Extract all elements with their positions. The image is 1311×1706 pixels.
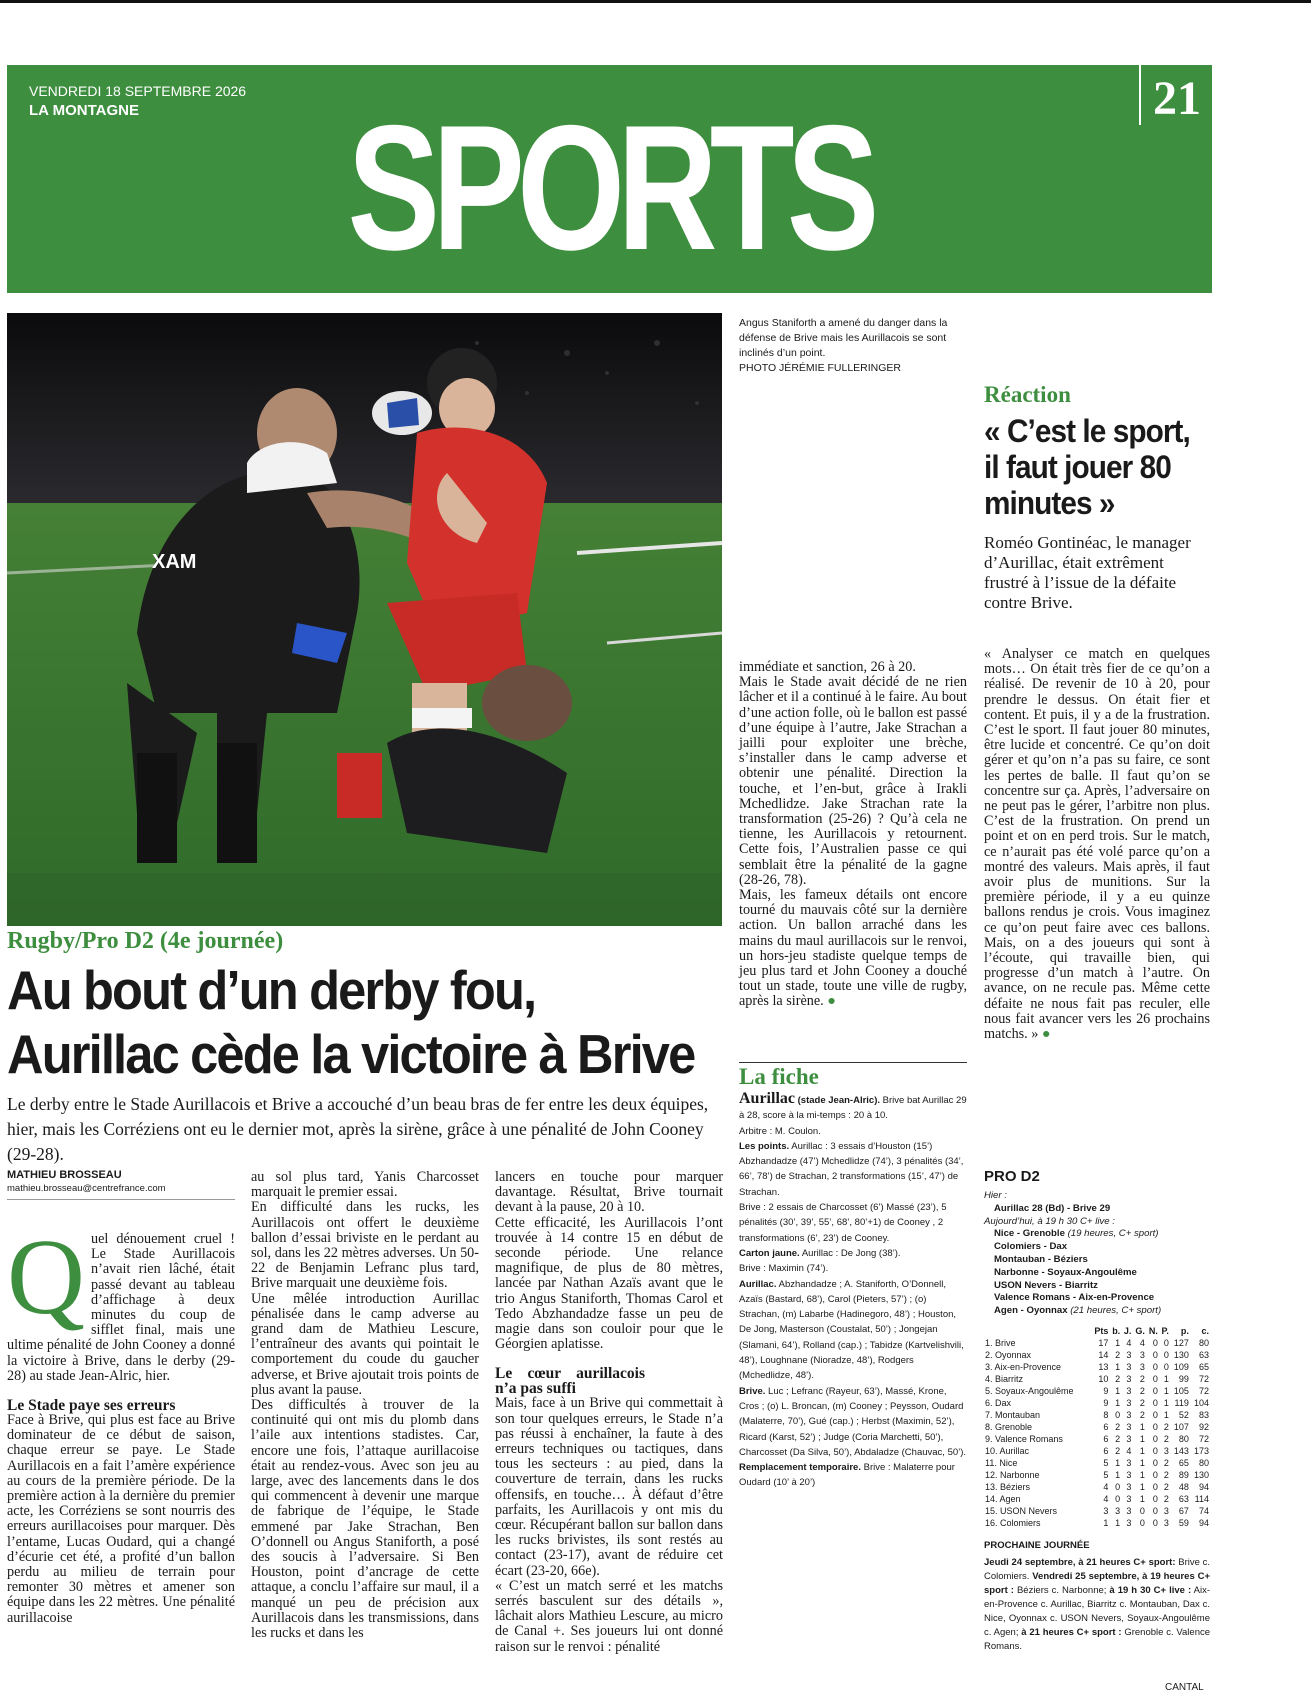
fixture-row: Nice - Grenoble (19 heures, C+ sport)	[994, 1228, 1159, 1240]
fiche-score: Brive bat Aurillac 29 à 28, score à la mi-temps : 20 à 10.	[739, 1095, 967, 1122]
standings-cell: 2	[1163, 1470, 1169, 1480]
standings-cell: 2	[1139, 1374, 1145, 1384]
standings-header	[984, 1325, 1210, 1337]
standings-cell: 0	[1152, 1338, 1158, 1348]
standings-cell: 1	[1115, 1518, 1121, 1528]
standings-cell: 109	[1173, 1362, 1189, 1372]
top-rule	[0, 0, 1311, 3]
table-row	[984, 1493, 1210, 1505]
standings-cell: 72	[1198, 1434, 1209, 1444]
standings-column-header: J.	[1123, 1326, 1132, 1336]
standings-team: 8. Grenoble	[985, 1422, 1033, 1432]
paragraph: lancers en touche pour marquer davantage. Résultat, Brive tournait devant à la pause, 20 à 10.	[495, 1169, 723, 1216]
standings-cell: 0	[1152, 1350, 1158, 1360]
table-row	[984, 1505, 1210, 1517]
standings-cell: 0	[1152, 1482, 1158, 1492]
standings-column-header: p.	[1180, 1326, 1189, 1336]
standings-cell: 48	[1178, 1482, 1189, 1492]
standings-cell: 52	[1178, 1410, 1189, 1420]
fiche-temporary-replacement	[739, 1460, 968, 1491]
paragraph	[739, 888, 967, 1010]
standings-cell: 0	[1152, 1434, 1158, 1444]
standings-cell: 1	[1115, 1398, 1121, 1408]
svg-text:XAM: XAM	[152, 551, 197, 573]
standings-cell: 3	[1163, 1506, 1169, 1516]
reaction-title: « C’est le sport, il faut jouer 80 minutes »	[984, 413, 1190, 521]
next-round-title: PROCHAINE JOURNÉE	[984, 1540, 1090, 1551]
banner-separator	[1139, 65, 1141, 125]
standings-column-header: c.	[1201, 1326, 1209, 1336]
fiche-referee: Arbitre : M. Coulon.	[739, 1125, 821, 1137]
caption-text: Angus Staniforth a amené du danger dans la défense de Brive mais les Aurillacois se sont inclinés d’un point.	[739, 317, 948, 359]
article-column-3	[495, 1170, 723, 1655]
author-email[interactable]: mathieu.brosseau@centrefrance.com	[7, 1183, 166, 1194]
issue-date: VENDREDI 18 SEPTEMBRE 2026	[29, 83, 247, 99]
table-row	[984, 1385, 1210, 1397]
paragraph-text: « Analyser ce match en quelques mots… On était très fier de ce qu’on a réalisé. De revenir de 10 à 20, pour prendre le dessus. On était fier et content. Et puis, il y a de la frustration. C’est le sport. Il faut jouer 80 minutes, être lucide et concentré. Ce qu’on doit gérer et qu’on n’a pas su faire, ce sont les pertes de balle. Il faut qu’on se concentre sur ça. Après, l’adversaire on ne peut pas le gérer, l’arbitre non plus. C’est de la frustration. On prend un point et on en perd trois. Sur le match, ce n’aurait pas été volé parce qu’on a montré des valeurs. Mais après, il faut avoir plus de munitions. Sur la première période, il y a eu quinze ballons rendus je crois. Vous imaginez ce qu’on peut faire avec ces ballons. Mais, on a des joueurs qui sont à l’écoute, qui travaille bien, qui progresse d’un match à l’autre. On avance, on ne recule pas. Même cette défaite ne nous fait pas reculer, elle nous fait avancer vers les 26 prochains matchs. »	[984, 646, 1210, 1043]
standings-team: 3. Aix-en-Provence	[985, 1362, 1062, 1372]
fixture-row: Colomiers - Dax	[994, 1241, 1068, 1253]
fiche-label: Brive.	[739, 1385, 766, 1397]
standings-cell: 94	[1198, 1518, 1209, 1528]
fiche-label: Les points.	[739, 1140, 790, 1152]
standings-cell: 4	[1103, 1482, 1109, 1492]
standings-cell: 1	[1103, 1518, 1109, 1528]
standings-cell: 59	[1178, 1518, 1189, 1528]
results-label: Hier :	[984, 1190, 1007, 1201]
standings-cell: 2	[1139, 1386, 1145, 1396]
standings-cell: 2	[1115, 1350, 1121, 1360]
table-row	[984, 1421, 1210, 1433]
section-title: SPORTS	[347, 88, 872, 287]
fiche-text: Luc ; Lefranc (Rayeur, 63’), Massé, Krone, Cros ; (o) L. Broncan, (m) Cooney ; Peysson, Oudard (Malaterre, 70’), Gué (cap.) ; Herbst (Maximin, 52’), Ricard (Karst, 52’) ; Judge (Coria Marchetti, 50’), Charcosset (Da Silva, 50’), Abdaladze (Chauvac, 50’).	[739, 1385, 967, 1458]
fixture-row: USON Nevers - Biarritz	[994, 1279, 1098, 1291]
standings-cell: 5	[1103, 1458, 1109, 1468]
standings-cell: 4	[1126, 1338, 1132, 1348]
standings-cell: 2	[1139, 1398, 1145, 1408]
article-headline	[7, 958, 695, 1086]
standings-cell: 92	[1198, 1422, 1209, 1432]
standings-cell: 0	[1152, 1386, 1158, 1396]
standings-column-header: P.	[1161, 1326, 1169, 1336]
table-row	[984, 1469, 1210, 1481]
paragraph: En difficulté dans les rucks, les Aurillacois ont offert le deuxième ballon d’essai briviste en le perdant au sol, dans les 22 mètres adverses. Un 50-22 de Benjamin Lefranc plus tard, Brive marquait une deuxième fois.	[251, 1199, 479, 1292]
fixture-row: Narbonne - Soyaux-Angoulême	[994, 1266, 1137, 1278]
article-column-4	[739, 660, 967, 1010]
section-banner	[7, 65, 1212, 293]
fiche-team: Aurillac	[739, 1090, 795, 1107]
standings-cell: 2	[1163, 1434, 1169, 1444]
standings-team: 2. Oyonnax	[985, 1350, 1032, 1360]
standings-cell: 3	[1126, 1434, 1132, 1444]
standings-cell: 0	[1152, 1374, 1158, 1384]
standings-cell: 1	[1115, 1470, 1121, 1480]
standings-cell: 3	[1103, 1506, 1109, 1516]
standings-team: 14. Agen	[985, 1494, 1021, 1504]
standings-cell: 1	[1163, 1386, 1169, 1396]
standings-cell: 3	[1126, 1506, 1132, 1516]
standings-cell: 0	[1152, 1422, 1158, 1432]
standings-cell: 1	[1139, 1482, 1145, 1492]
fixture-note: (19 heures, C+ sport)	[1067, 1228, 1159, 1240]
fiche-text: Abzhandadze ; A. Staniforth, O’Donnell, Azaïs (Bastard, 68’), Carol (Pieters, 57’) ; (o) Strachan, (m) Labarbe (Hadinegoro, 48’) ; Houston, De Jong, Masterson (Coustalat, 50’) ; Jongejan (Slamani, 64’), Rolland (cap.) ; Tabidze (Kartvelishvili, 48’), Loughnane (Nioradze, 48’), Rodgers (Mchedlidze, 48’).	[739, 1278, 964, 1382]
page-number: 21	[1153, 72, 1201, 125]
table-row	[984, 1373, 1210, 1385]
standings-team: 4. Biarritz	[985, 1374, 1024, 1384]
standings-cell: 65	[1198, 1362, 1209, 1372]
fiche-result	[739, 1091, 968, 1124]
standings-team: 12. Narbonne	[985, 1470, 1040, 1480]
standings-cell: 1	[1139, 1446, 1145, 1456]
standings-cell: 3	[1163, 1446, 1169, 1456]
standings-cell: 3	[1126, 1518, 1132, 1528]
headline-line-2: Aurillac cède la victoire à Brive	[7, 1023, 695, 1085]
paragraph	[7, 1218, 235, 1384]
standings-cell: 3	[1126, 1410, 1132, 1420]
standings-cell: 5	[1103, 1470, 1109, 1480]
standings-column-header: Pts	[1094, 1326, 1109, 1336]
author-name: MATHIEU BROSSEAU	[7, 1169, 122, 1181]
fiche-text: Brive : Malaterre pour Oudard (10’ à 20’)	[739, 1462, 955, 1489]
standings-team: 16. Colomiers	[985, 1518, 1041, 1528]
standings-cell: 1	[1115, 1362, 1121, 1372]
standings-cell: 3	[1126, 1482, 1132, 1492]
paragraph: Mais, face à un Brive qui commettait à son tour quelques erreurs, le Stade n’a pas réussi à enchaîner, la faute à des erreurs techniques ou tactiques, dans tous les secteurs : au pied, dans la couverture de terrain, dans les rucks offensifs, en touche… À défaut d’être parfaits, les Aurillacois y ont mis du cœur. Récupérant ballon sur ballon dans les rucks brivistes, ils sont restés au contact (23-17), avant de réduire cet écart (23-20, 66e).	[495, 1395, 723, 1579]
match-fiche	[739, 1091, 968, 1491]
paragraph: « C’est un match serré et les matchs serrés basculent sur des détails », lâchait alors Mathieu Lescure, au micro de Canal +. Ses joueurs lui ont donné raison sur le renvoi : pénalité	[495, 1577, 723, 1655]
standings-cell: 0	[1152, 1518, 1158, 1528]
end-mark-icon: ●	[827, 993, 836, 1010]
standings-cell: 10	[1098, 1374, 1109, 1384]
next-round-slot: Jeudi 24 septembre, à 21 heures C+ sport:	[984, 1557, 1176, 1568]
standings-cell: 2	[1163, 1482, 1169, 1492]
standings-cell: 14	[1098, 1350, 1109, 1360]
fiche-cards	[739, 1246, 968, 1261]
standings-cell: 83	[1198, 1410, 1209, 1420]
standings-team: 11. Nice	[985, 1458, 1018, 1468]
standings-team: 5. Soyaux-Angoulême	[985, 1386, 1074, 1396]
standings-cell: 0	[1152, 1494, 1158, 1504]
standings-cell: 3	[1139, 1362, 1145, 1372]
article-kicker: Rugby/Pro D2 (4e journée)	[7, 928, 284, 954]
standings-cell: 74	[1198, 1506, 1209, 1516]
standings-cell: 99	[1178, 1374, 1189, 1384]
fiche-points-brive: Brive : 2 essais de Charcosset (6’) Massé (23’), 5 pénalités (30’, 39’, 55’, 68’, 80’+1) de Cooney , 2 transformations (6’, 23’) de Cooney.	[739, 1202, 947, 1244]
standings-cell: 119	[1174, 1398, 1189, 1408]
standings-cell: 2	[1115, 1422, 1121, 1432]
standings-cell: 72	[1198, 1386, 1209, 1396]
standings-cell: 72	[1198, 1374, 1209, 1384]
standings-cell: 8	[1103, 1410, 1109, 1420]
next-round-matches: Aix-en-Provence c. Aurillac, Biarritz c. Montauban, Dax c. Nice, Oyonnax c. USON Nevers, Soyaux-Angoulême c. Agen;	[984, 1585, 1210, 1638]
paragraph-text: Mais, les fameux détails ont encore tourné du mauvais côté sur la dernière action. Un ballon arraché dans les mains du maul aurillacois sur le renvoi, un hors-jeu stadiste quelque temps de jeu plus tard et John Cooney a douché tout un stade, toute une ville de rugby, après la sirène.	[739, 887, 967, 1010]
standings-cell: 63	[1178, 1494, 1189, 1504]
standings-cell: 6	[1103, 1422, 1109, 1432]
standings-cell: 114	[1194, 1494, 1209, 1504]
standings-cell: 3	[1126, 1398, 1132, 1408]
standings-cell: 0	[1115, 1494, 1121, 1504]
fiche-label: Carton jaune.	[739, 1247, 800, 1259]
standings-cell: 0	[1139, 1506, 1145, 1516]
reaction-body	[984, 647, 1210, 1042]
region-label: CANTAL	[1165, 1682, 1204, 1693]
end-mark-icon: ●	[1041, 1026, 1051, 1043]
standings-cell: 0	[1152, 1446, 1158, 1456]
next-round-slot: Vendredi 25 septembre, à 19 heures C+ sport :	[984, 1571, 1210, 1596]
fiche-label: Remplacement temporaire.	[739, 1462, 861, 1474]
article-column-1	[7, 1218, 235, 1626]
reaction-intro: Roméo Gontinéac, le manager d’Aurillac, était extrêment frustré à l’issue de la défaite contre Brive.	[984, 533, 1191, 612]
standings-column-header: N.	[1148, 1326, 1158, 1336]
next-round-matches: Brive c. Colomiers.	[984, 1557, 1210, 1582]
standings-cell: 89	[1178, 1470, 1189, 1480]
fixture-row: Montauban - Béziers	[994, 1253, 1088, 1265]
standings-cell: 3	[1115, 1506, 1121, 1516]
standings-cell: 1	[1163, 1398, 1169, 1408]
standings-cell: 0	[1163, 1350, 1169, 1360]
fixtures-label: Aujourd’hui, à 19 h 30 C+ live :	[984, 1215, 1115, 1227]
standings-cell: 3	[1126, 1350, 1132, 1360]
standings-cell: 105	[1173, 1386, 1189, 1396]
fiche-stadium: (stade Jean-Alric).	[797, 1095, 881, 1106]
table-row	[984, 1337, 1210, 1349]
headline-line-1: Au bout d’un derby fou,	[7, 959, 536, 1021]
standings-cell: 3	[1126, 1362, 1132, 1372]
fiche-text: Aurillac : De Jong (38’).	[801, 1247, 901, 1259]
league-results	[984, 1190, 1214, 1318]
next-round-slot: à 19 h 30 C+ live :	[1109, 1585, 1192, 1596]
table-row	[984, 1445, 1210, 1457]
paragraph: Des difficultés à trouver de la continuité qui ont mis du plomb dans l’aile aux intentions stadistes. Car, encore une fois, l’attaque aurillacoise était au rendez-vous. Avec son jeu au large, avec des lancements dans le dos qui commencent à devenir une marque de fabrique de l’équipe, le Stade emmené par Jake Strachan, Ben O’donnell ou Angus Staniforth, a posé des soucis à l’adversaire. Si Ben Houston, point d’ancrage de cette attaque, a conclu l’affaire sur maul, il a manqué un peu de précision aux Aurillacois dans les transmissions, dans les rucks et dans les	[251, 1397, 479, 1642]
fixture-row: Agen - Oyonnax (21 heures, C+ sport)	[994, 1305, 1162, 1317]
standings-column-header: G.	[1135, 1326, 1145, 1336]
standings-table	[984, 1325, 1210, 1529]
next-round-matches: Grenoble c. Valence Romans.	[984, 1627, 1211, 1652]
standings-cell: 0	[1115, 1410, 1121, 1420]
standings-column-header: b.	[1112, 1326, 1121, 1336]
fixtures-list	[984, 1228, 1214, 1318]
table-row	[984, 1433, 1210, 1445]
next-round-matches: Béziers c. Narbonne;	[1016, 1585, 1107, 1596]
standings-cell: 2	[1163, 1494, 1169, 1504]
result-row: Aurillac 28 (Bd) - Brive 29	[994, 1202, 1111, 1214]
standings-cell: 1	[1115, 1386, 1121, 1396]
standings-cell: 4	[1103, 1494, 1109, 1504]
standings-cell: 63	[1198, 1350, 1209, 1360]
standings-cell: 80	[1198, 1458, 1209, 1468]
match-photo	[7, 313, 722, 926]
standings-cell: 3	[1126, 1494, 1132, 1504]
standings-cell: 2	[1139, 1410, 1145, 1420]
reaction-kicker: Réaction	[984, 382, 1071, 407]
standings-cell: 173	[1193, 1446, 1209, 1456]
standings-cell: 3	[1126, 1386, 1132, 1396]
standings-cell: 3	[1126, 1422, 1132, 1432]
paragraph: Cette efficacité, les Aurillacois l’ont trouvée à 14 contre 15 en début de seconde période. Une relance magnifique, de plus de 80 mètres, lancée par Nathan Azaïs avant que le trio Angus Staniforth, Thomas Carol et Tedo Abzhandadze fasse un peu de magie dans son couloir pour que le Géorgien aplatisse.	[495, 1214, 723, 1353]
subheading: Le Stade paye ses erreurs	[7, 1397, 176, 1415]
byline-rule	[7, 1199, 235, 1200]
photo-credit: PHOTO JÉRÉMIE FULLERINGER	[739, 362, 902, 374]
standings-cell: 2	[1163, 1422, 1169, 1432]
standings-cell: 143	[1173, 1446, 1189, 1456]
standings-cell: 9	[1103, 1398, 1109, 1408]
fiche-points	[739, 1139, 968, 1200]
standings-cell: 9	[1103, 1386, 1109, 1396]
standings-cell: 0	[1152, 1470, 1158, 1480]
standings-cell: 1	[1139, 1422, 1145, 1432]
standings-cell: 127	[1173, 1338, 1189, 1348]
fiche-lineup-brive	[739, 1384, 968, 1460]
standings-team: 1. Brive	[985, 1338, 1016, 1348]
paragraph	[984, 647, 1210, 1042]
drop-cap: Q	[7, 1218, 85, 1337]
fiche-lineup-aurillac	[739, 1277, 968, 1384]
standings-cell: 3	[1126, 1458, 1132, 1468]
paragraph: Face à Brive, qui plus est face au Brive dominateur de ce début de saison, chaque erreur se paye. Le Stade Aurillacois en a fait l’amère expérience au cours de la première période. De la première action à la dernière du premier acte, les Corréziens se sont nourris des erreurs aurillacoises pour marquer. Dès l’entame, Lucas Oudard, qui a changé d’écurie cet été, a profité d’un ballon perdu au milieu de terrain pour remonter 30 mètres et amener son équipe dans les 22 mètres. Une pénalité aurillacoise	[7, 1412, 235, 1626]
standings-team: 15. USON Nevers	[985, 1506, 1058, 1516]
standings-cell: 6	[1103, 1434, 1109, 1444]
fiche-title: La fiche	[739, 1064, 819, 1089]
standings-cell: 3	[1139, 1350, 1145, 1360]
standings-cell: 104	[1193, 1398, 1209, 1408]
standings-cell: 1	[1163, 1374, 1169, 1384]
table-row	[984, 1457, 1210, 1469]
table-row	[984, 1397, 1210, 1409]
fixture-row: Valence Romans - Aix-en-Provence	[994, 1292, 1155, 1304]
paragraph-text: uel dénouement cruel ! Le Stade Aurillacois n’avait rien lâché, était passé devant au tableau d’affichage à deux minutes du coup de sifflet final, mais une ultime pénalité de John Cooney a donné la victoire à Brive, dans le derby (29- 28) au stade Jean-Alric, hier.	[7, 1231, 235, 1384]
fiche-rule	[739, 1062, 967, 1063]
standings-body	[984, 1337, 1210, 1529]
paragraph: au sol plus tard, Yanis Charcosset marquait le premier essai.	[251, 1169, 479, 1201]
standings-cell: 3	[1163, 1518, 1169, 1528]
fiche-cards-brive: Brive : Maximin (74’).	[739, 1263, 829, 1275]
standings-column-header	[984, 1325, 1091, 1337]
standings-cell: 107	[1173, 1422, 1189, 1432]
standings-cell: 130	[1193, 1470, 1209, 1480]
standings-cell: 1	[1139, 1470, 1145, 1480]
paragraph: Une mêlée introduction Aurillac pénalisée dans le camp adverse au grand dam de Mathieu Lescure, l’entraîneur des avants qui pointait le comportement du coude du gaucher adverse, et Brive ajoutait trois points de plus avant la pause.	[251, 1290, 479, 1398]
standings-cell: 4	[1126, 1446, 1132, 1456]
standings-cell: 1	[1115, 1458, 1121, 1468]
article-column-2	[251, 1170, 479, 1641]
fiche-label: Aurillac.	[739, 1278, 777, 1290]
subheading: Le cœur aurillacois n’a pas suffi	[495, 1365, 645, 1398]
standings-cell: 1	[1139, 1434, 1145, 1444]
table-row	[984, 1361, 1210, 1373]
paragraph: immédiate et sanction, 26 à 20.	[739, 659, 916, 675]
standings-cell: 2	[1115, 1374, 1121, 1384]
standings-cell: 3	[1126, 1374, 1132, 1384]
fixture-note: (21 heures, C+ sport)	[1070, 1305, 1162, 1317]
next-round-text	[984, 1556, 1210, 1654]
standings-cell: 2	[1163, 1458, 1169, 1468]
article-lede: Le derby entre le Stade Aurillacois et Brive a accouché d’un beau bras de fer entre les deux équipes, hier, mais les Corréziens ont eu le dernier mot, après la sirène, grâce à une pénalité de John Cooney (29-28).	[7, 1094, 709, 1164]
standings-team: 13. Béziers	[985, 1482, 1031, 1492]
standings-team: 10. Aurillac	[985, 1446, 1030, 1456]
standings-cell: 80	[1198, 1338, 1209, 1348]
standings-cell: 0	[1115, 1482, 1121, 1492]
standings-cell: 0	[1139, 1518, 1145, 1528]
standings-cell: 1	[1139, 1494, 1145, 1504]
standings-cell: 17	[1098, 1338, 1109, 1348]
photo-caption	[739, 316, 979, 376]
standings-cell: 1	[1163, 1410, 1169, 1420]
standings-cell: 80	[1178, 1434, 1189, 1444]
fiche-text: Aurillac : 3 essais d’Houston (15’) Abzhandadze (47’) Mchedlidze (74’), 3 pénalités (34’, 66’, 78’) de Strachan, 2 transformations (15’, 47’) de Strachan.	[739, 1140, 964, 1198]
standings-cell: 0	[1152, 1458, 1158, 1468]
standings-team: 7. Montauban	[985, 1410, 1041, 1420]
standings-cell: 0	[1152, 1362, 1158, 1372]
paragraph: Mais le Stade avait décidé de ne rien lâcher et il a continué à le faire. Au bout d’une action folle, où le ballon est passé d’une équipe à l’autre, Jake Strachan a jailli pour exploiter une brèche, s’installer dans le camp adverse et obtenir une pénalité. Direction la touche, et l’en-but, grâce à Irakli Mchedlidze. Jake Strachan rate la transformation (25-26) ? Qu’à cela ne tienne, les Aurillacois y retournent. Cette fois, l’Australien passe ce qui semblait être la pénalité de la gagne (28-26, 78).	[739, 674, 967, 888]
standings-cell: 0	[1163, 1338, 1169, 1348]
standings-cell: 94	[1198, 1482, 1209, 1492]
table-row	[984, 1517, 1210, 1529]
standings-cell: 0	[1163, 1362, 1169, 1372]
standings-cell: 4	[1139, 1338, 1145, 1348]
standings-cell: 6	[1103, 1446, 1109, 1456]
standings-cell: 1	[1139, 1458, 1145, 1468]
newspaper-name: LA MONTAGNE	[29, 102, 139, 119]
next-round-slot: à 21 heures C+ sport :	[1021, 1627, 1122, 1638]
table-row	[984, 1409, 1210, 1421]
standings-cell: 2	[1115, 1446, 1121, 1456]
standings-cell: 0	[1152, 1398, 1158, 1408]
standings-cell: 0	[1152, 1506, 1158, 1516]
table-row	[984, 1349, 1210, 1361]
standings-cell: 2	[1115, 1434, 1121, 1444]
standings-cell: 13	[1098, 1362, 1109, 1372]
standings-cell: 0	[1152, 1410, 1158, 1420]
standings-cell: 130	[1173, 1350, 1189, 1360]
league-title: PRO D2	[984, 1168, 1040, 1185]
standings-cell: 65	[1178, 1458, 1189, 1468]
table-row	[984, 1481, 1210, 1493]
standings-cell: 3	[1126, 1470, 1132, 1480]
standings-cell: 67	[1178, 1506, 1189, 1516]
standings-cell: 1	[1115, 1338, 1121, 1348]
standings-team: 9. Valence Romans	[985, 1434, 1063, 1444]
standings-team: 6. Dax	[985, 1398, 1012, 1408]
